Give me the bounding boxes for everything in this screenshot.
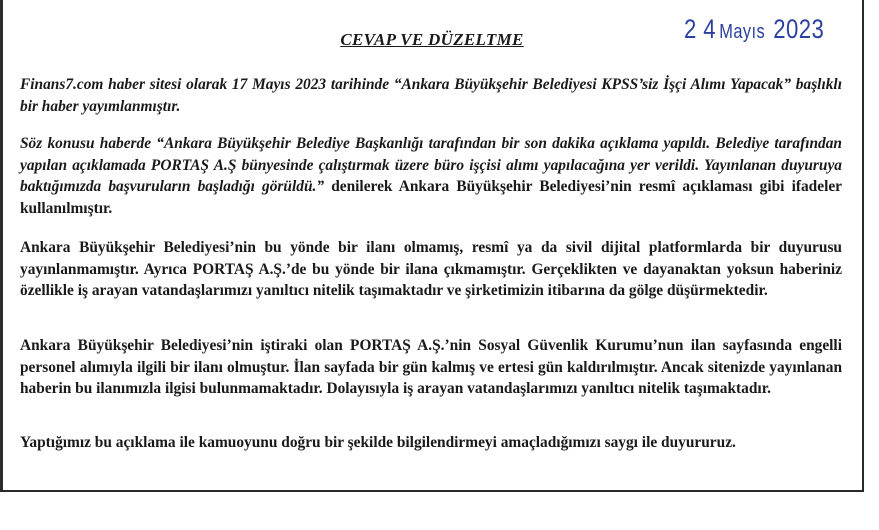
date-stamp-month: Mayıs: [719, 21, 766, 43]
paragraph-2-rest: denilerek Ankara Büyükşehir Belediyesi’nin resmî açıklaması gibi ifadeler kullanılmıştır.: [20, 178, 843, 217]
document-title: CEVAP VE DÜZELTME: [340, 30, 524, 49]
date-stamp-day: 2 4: [684, 14, 717, 44]
date-stamp-year: 2023: [773, 14, 825, 44]
page-border-bottom: [0, 490, 864, 492]
paragraph-4: Ankara Büyükşehir Belediyesi’nin iştiraki olan PORTAŞ A.Ş.’nin Sosyal Güvenlik Kurumu’nun ilan sayfasında engelli personel alımıyla ilgili bir ilanı olmuştur. İlan sayfada bir gün kalmış ve ertesi gün kaldırılmıştır. Ancak sitenizde yayınlanan haberin bu ilanımızla ilgisi bulunmamaktadır. Dolayısıyla iş arayan vatandaşlarımızı yanıltıcı nitelik taşımaktadır.: [20, 337, 842, 397]
paragraph-2: [20, 133, 842, 219]
paragraph-2-quote: Söz konusu haberde “Ankara Büyükşehir Belediye Başkanlığı tarafından bir son dakika açıklama yapıldı. Belediye tarafından yapılan açıklamada PORTAŞ A.Ş bünyesinde çalıştırmak üzere büro işçisi alımı yapılacağına yer verildi. Yayınlanan duyuruya baktığımızda başvuruların başladığı görüldü.”: [20, 135, 842, 195]
page-border-right: [862, 0, 864, 492]
paragraph-1: Finans7.com haber sitesi olarak 17 Mayıs 2023 tarihinde “Ankara Büyükşehir Belediyesi KPSS’siz İşçi Alımı Yapacak” başlıklı bir haber yayımlanmıştır.: [20, 76, 842, 115]
paragraph-5: Yaptığımız bu açıklama ile kamuoyunu doğru bir şekilde bilgilendirmeyi amaçladığımızı saygı ile duyururuz.: [20, 434, 736, 451]
page-border-left: [0, 0, 3, 492]
paragraph-3: Ankara Büyükşehir Belediyesi’nin bu yönde bir ilanı olmamış, resmî ya da sivil dijital platformlarda bir duyurusu yayınlanmamıştır. Ayrıca PORTAŞ A.Ş.’de bu yönde bir ilana çıkmamıştır. Gerçeklikten ve dayanaktan yoksun haberiniz özellikle iş arayan vatandaşlarımızı yanıltıcı nitelik taşımaktadır ve şirketimizin itibarına da gölge düşürmektedir.: [20, 239, 842, 299]
